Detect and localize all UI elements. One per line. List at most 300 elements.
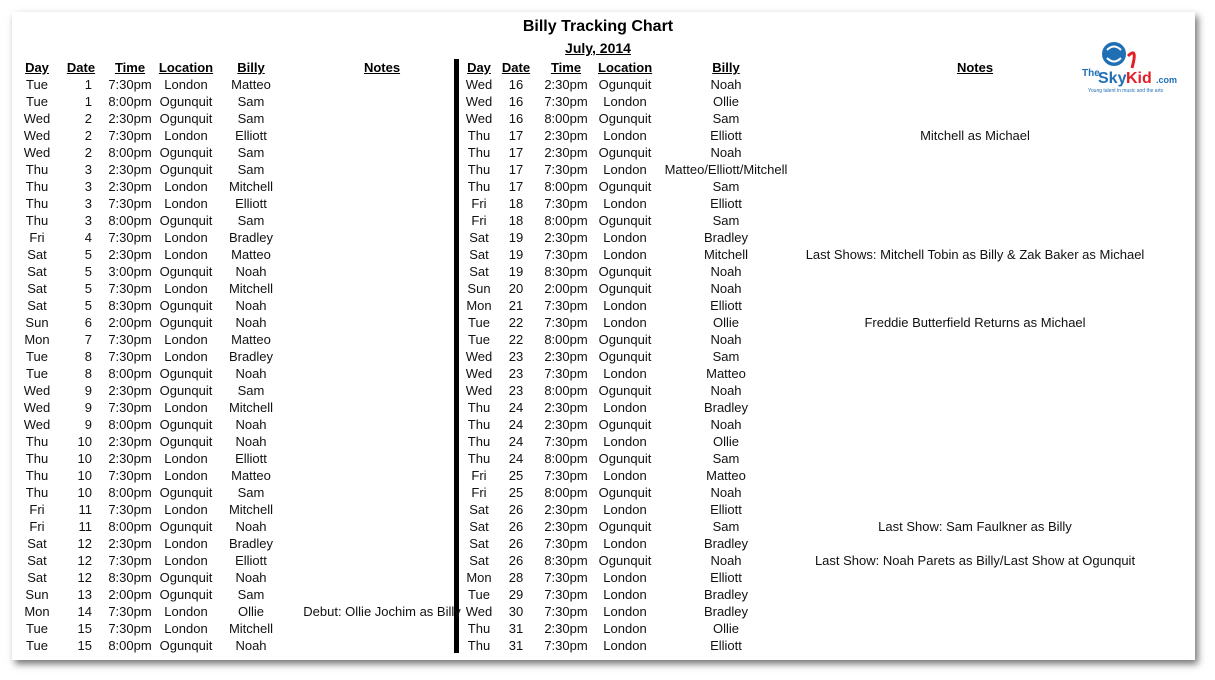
cell-billy: Sam — [712, 213, 740, 228]
cell-time: 2:30pm — [108, 383, 152, 398]
cell-notes — [284, 450, 480, 467]
cell-time: 7:30pm — [108, 77, 152, 92]
cell-time: 8:00pm — [544, 451, 588, 466]
cell-billy: Sam — [712, 349, 740, 364]
cell-billy: Matteo — [231, 332, 271, 347]
cell-billy: Sam — [237, 383, 265, 398]
cell-time: 7:30pm — [544, 298, 588, 313]
cell-notes — [800, 110, 1150, 127]
cell-time: 8:00pm — [544, 179, 588, 194]
cell-time: 7:30pm — [544, 570, 588, 585]
cell-billy: Noah — [235, 264, 267, 279]
cell-notes — [284, 484, 480, 501]
table-row — [460, 535, 1150, 552]
cell-location: London — [164, 196, 208, 211]
cell-notes — [284, 331, 480, 348]
cell-date: 5 — [84, 298, 92, 313]
cell-time: 3:00pm — [108, 264, 152, 279]
table-row — [18, 246, 480, 263]
cell-location: London — [164, 604, 208, 619]
cell-day: Wed — [465, 77, 493, 92]
cell-billy: Matteo — [231, 247, 271, 262]
cell-billy: Sam — [712, 519, 740, 534]
tracking-chart-sheet — [12, 12, 1195, 660]
cell-notes — [284, 195, 480, 212]
cell-time: 7:30pm — [108, 128, 152, 143]
table-row — [460, 552, 1150, 569]
cell-time: 7:30pm — [544, 196, 588, 211]
cell-billy: Mitchell — [703, 247, 749, 262]
cell-location: Ogunquit — [159, 145, 213, 160]
table-row — [18, 586, 480, 603]
cell-billy: Matteo — [231, 468, 271, 483]
cell-time: 7:30pm — [108, 349, 152, 364]
table-row — [18, 603, 480, 620]
cell-location: Ogunquit — [598, 111, 652, 126]
table-row — [460, 110, 1150, 127]
cell-day: Thu — [25, 485, 49, 500]
cell-billy: Noah — [710, 145, 742, 160]
table-row — [18, 416, 480, 433]
cell-location: Ogunquit — [598, 77, 652, 92]
cell-date: 24 — [508, 400, 524, 415]
cell-day: Sat — [469, 502, 489, 517]
cell-location: London — [164, 502, 208, 517]
cell-day: Thu — [25, 162, 49, 177]
table-row — [460, 93, 1150, 110]
cell-time: 2:30pm — [544, 349, 588, 364]
cell-date: 19 — [508, 247, 524, 262]
table-row — [460, 484, 1150, 501]
cell-day: Tue — [26, 638, 48, 653]
cell-time: 8:00pm — [108, 638, 152, 653]
cell-time: 8:30pm — [544, 264, 588, 279]
cell-time: 7:30pm — [544, 94, 588, 109]
cell-notes — [800, 280, 1150, 297]
cell-date: 31 — [508, 621, 524, 636]
cell-date: 26 — [508, 553, 524, 568]
cell-time: 2:30pm — [544, 621, 588, 636]
cell-location: Ogunquit — [159, 417, 213, 432]
cell-date: 26 — [508, 536, 524, 551]
table-row — [18, 552, 480, 569]
cell-date: 1 — [84, 94, 92, 109]
cell-location: London — [603, 502, 647, 517]
cell-location: Ogunquit — [159, 366, 213, 381]
cell-date: 24 — [508, 451, 524, 466]
cell-location: London — [603, 570, 647, 585]
cell-billy: Elliott — [710, 638, 742, 653]
cell-notes — [800, 331, 1150, 348]
header-day: Day — [25, 60, 49, 75]
cell-date: 6 — [84, 315, 92, 330]
cell-date: 2 — [84, 128, 92, 143]
cell-day: Thu — [25, 179, 49, 194]
cell-time: 7:30pm — [544, 604, 588, 619]
cell-time: 2:30pm — [544, 230, 588, 245]
table-row — [18, 76, 480, 93]
cell-date: 19 — [508, 264, 524, 279]
cell-location: London — [603, 536, 647, 551]
table-row — [460, 314, 1150, 331]
cell-day: Wed — [465, 366, 493, 381]
cell-notes — [800, 348, 1150, 365]
cell-day: Thu — [25, 196, 49, 211]
cell-billy: Bradley — [703, 604, 749, 619]
cell-notes — [284, 365, 480, 382]
cell-time: 7:30pm — [108, 468, 152, 483]
cell-time: 7:30pm — [544, 536, 588, 551]
cell-location: London — [164, 468, 208, 483]
cell-date: 15 — [77, 638, 92, 653]
cell-day: Wed — [465, 349, 493, 364]
cell-billy: Bradley — [703, 230, 749, 245]
cell-day: Wed — [23, 145, 51, 160]
cell-location: Ogunquit — [159, 383, 213, 398]
cell-notes — [800, 297, 1150, 314]
cell-location: London — [603, 366, 647, 381]
cell-time: 8:00pm — [108, 417, 152, 432]
cell-location: London — [603, 604, 647, 619]
cell-date: 10 — [77, 468, 92, 483]
cell-location: Ogunquit — [159, 315, 213, 330]
cell-location: London — [603, 434, 647, 449]
cell-billy: Sam — [237, 111, 265, 126]
cell-time: 7:30pm — [108, 553, 152, 568]
cell-date: 9 — [84, 383, 92, 398]
cell-time: 7:30pm — [544, 638, 588, 653]
cell-notes — [800, 467, 1150, 484]
cell-time: 8:00pm — [544, 383, 588, 398]
cell-day: Fri — [471, 213, 487, 228]
cell-day: Thu — [25, 434, 49, 449]
cell-day: Mon — [24, 604, 50, 619]
logo-tagline: Young talent in music and the arts — [1088, 88, 1164, 94]
table-row — [18, 93, 480, 110]
cell-location: Ogunquit — [159, 570, 213, 585]
cell-date: 19 — [508, 230, 524, 245]
table-row — [18, 127, 480, 144]
cell-date: 1 — [84, 77, 92, 92]
header-time: Time — [114, 60, 146, 75]
cell-billy: Sam — [237, 162, 265, 177]
cell-day: Thu — [25, 213, 49, 228]
cell-notes — [800, 450, 1150, 467]
cell-notes: Freddie Butterfield Returns as Michael — [864, 315, 1086, 330]
logo-the: The — [1082, 68, 1100, 79]
table-row — [460, 246, 1150, 263]
cell-time: 7:30pm — [544, 468, 588, 483]
cell-notes — [284, 297, 480, 314]
cell-location: London — [603, 196, 647, 211]
cell-notes — [284, 399, 480, 416]
cell-date: 3 — [84, 213, 92, 228]
cell-location: Ogunquit — [598, 332, 652, 347]
cell-time: 8:00pm — [544, 485, 588, 500]
table-row — [460, 620, 1150, 637]
logo-kid: Kid — [1126, 70, 1152, 87]
cell-notes — [284, 518, 480, 535]
cell-date: 8 — [84, 366, 92, 381]
cell-date: 26 — [508, 519, 524, 534]
table-row — [460, 127, 1150, 144]
cell-location: Ogunquit — [159, 434, 213, 449]
cell-time: 2:30pm — [544, 400, 588, 415]
cell-day: Thu — [467, 417, 491, 432]
cell-location: Ogunquit — [598, 264, 652, 279]
cell-day: Thu — [467, 621, 491, 636]
cell-billy: Elliott — [710, 502, 742, 517]
cell-time: 2:00pm — [544, 281, 588, 296]
cell-date: 26 — [508, 502, 524, 517]
cell-day: Thu — [467, 638, 491, 653]
cell-date: 5 — [84, 264, 92, 279]
cell-location: Ogunquit — [598, 553, 652, 568]
cell-date: 29 — [508, 587, 524, 602]
table-row — [18, 467, 480, 484]
table-row — [18, 501, 480, 518]
logo-swoosh-icon — [1128, 53, 1134, 68]
cell-time: 8:00pm — [108, 94, 152, 109]
cell-date: 14 — [77, 604, 92, 619]
table-row — [460, 518, 1150, 535]
cell-location: Ogunquit — [598, 145, 652, 160]
cell-notes — [284, 433, 480, 450]
cell-day: Mon — [466, 570, 492, 585]
cell-notes — [284, 586, 480, 603]
table-row — [18, 535, 480, 552]
cell-location: Ogunquit — [598, 281, 652, 296]
table-row — [18, 450, 480, 467]
cell-billy: Noah — [710, 264, 742, 279]
cell-date: 5 — [84, 247, 92, 262]
logo-sky: Sky — [1098, 70, 1127, 87]
cell-location: Ogunquit — [159, 162, 213, 177]
cell-day: Sat — [27, 281, 47, 296]
cell-time: 8:00pm — [108, 145, 152, 160]
cell-notes — [800, 161, 1150, 178]
cell-billy: Bradley — [228, 536, 274, 551]
cell-day: Tue — [26, 77, 48, 92]
cell-billy: Elliott — [710, 196, 742, 211]
table-row — [460, 399, 1150, 416]
cell-notes: Mitchell as Michael — [920, 128, 1030, 143]
cell-billy: Sam — [237, 485, 265, 500]
cell-location: London — [603, 621, 647, 636]
cell-notes — [800, 484, 1150, 501]
cell-date: 25 — [508, 468, 524, 483]
cell-location: London — [164, 553, 208, 568]
cell-time: 2:30pm — [108, 536, 152, 551]
table-row — [460, 297, 1150, 314]
cell-billy: Noah — [710, 485, 742, 500]
cell-notes — [284, 280, 480, 297]
cell-billy: Elliott — [710, 128, 742, 143]
cell-location: London — [164, 128, 208, 143]
cell-location: London — [603, 128, 647, 143]
cell-notes — [800, 620, 1150, 637]
cell-day: Sat — [469, 553, 489, 568]
cell-day: Sat — [27, 298, 47, 313]
cell-date: 2 — [84, 145, 92, 160]
cell-day: Sat — [469, 519, 489, 534]
cell-location: London — [164, 349, 208, 364]
cell-notes — [800, 144, 1150, 161]
cell-day: Wed — [23, 417, 51, 432]
cell-date: 30 — [508, 604, 524, 619]
cell-day: Sat — [469, 264, 489, 279]
cell-date: 9 — [84, 400, 92, 415]
header-date: Date — [66, 60, 96, 75]
table-row — [18, 110, 480, 127]
cell-day: Sun — [25, 587, 49, 602]
table-row — [460, 382, 1150, 399]
cell-billy: Mitchell — [228, 502, 274, 517]
chart-title: Billy Tracking Chart — [522, 18, 674, 35]
cell-billy: Bradley — [228, 349, 274, 364]
cell-billy: Elliott — [710, 298, 742, 313]
cell-billy: Elliott — [235, 196, 267, 211]
cell-date: 13 — [77, 587, 92, 602]
cell-date: 22 — [508, 315, 524, 330]
table-row — [460, 212, 1150, 229]
cell-location: London — [603, 638, 647, 653]
cell-billy: Noah — [235, 570, 267, 585]
cell-billy: Noah — [710, 417, 742, 432]
cell-date: 23 — [508, 383, 524, 398]
cell-notes — [800, 416, 1150, 433]
cell-billy: Matteo/Elliott/Mitchell — [664, 162, 788, 177]
cell-notes: Debut: Ollie Jochim as Billy — [303, 604, 461, 619]
cell-notes: Last Shows: Mitchell Tobin as Billy & Zak Baker as Michael — [805, 247, 1145, 262]
header-day: Day — [467, 60, 491, 75]
cell-day: Thu — [467, 128, 491, 143]
cell-time: 2:00pm — [108, 315, 152, 330]
cell-date: 24 — [508, 434, 524, 449]
cell-location: London — [603, 298, 647, 313]
cell-time: 8:00pm — [108, 519, 152, 534]
cell-location: Ogunquit — [159, 587, 213, 602]
cell-billy: Noah — [710, 77, 742, 92]
cell-date: 31 — [508, 638, 524, 653]
cell-billy: Ollie — [712, 315, 739, 330]
cell-date: 4 — [84, 230, 92, 245]
cell-location: Ogunquit — [159, 298, 213, 313]
cell-location: London — [603, 230, 647, 245]
cell-billy: Elliott — [710, 570, 742, 585]
cell-day: Tue — [26, 94, 48, 109]
cell-billy: Noah — [710, 383, 742, 398]
cell-billy: Bradley — [228, 230, 274, 245]
cell-time: 7:30pm — [544, 366, 588, 381]
table-row — [18, 314, 480, 331]
cell-billy: Noah — [235, 638, 267, 653]
header-billy: Billy — [237, 60, 265, 75]
cell-billy: Mitchell — [228, 281, 274, 296]
table-row — [460, 76, 1150, 93]
cell-billy: Noah — [235, 434, 267, 449]
cell-date: 28 — [508, 570, 524, 585]
cell-time: 7:30pm — [544, 587, 588, 602]
cell-notes — [284, 127, 480, 144]
table-row — [18, 620, 480, 637]
cell-location: London — [164, 332, 208, 347]
cell-date: 17 — [508, 162, 524, 177]
table-row — [18, 348, 480, 365]
cell-notes — [284, 569, 480, 586]
cell-notes — [284, 637, 480, 654]
cell-date: 17 — [508, 179, 524, 194]
logo-com: .com — [1156, 75, 1178, 85]
cell-notes — [284, 76, 480, 93]
cell-date: 21 — [508, 298, 524, 313]
cell-notes — [284, 212, 480, 229]
cell-notes — [284, 501, 480, 518]
cell-time: 2:30pm — [108, 162, 152, 177]
cell-time: 2:30pm — [544, 145, 588, 160]
cell-date: 3 — [84, 179, 92, 194]
cell-notes: Last Show: Noah Parets as Billy/Last Show at Ogunquit — [814, 553, 1136, 568]
cell-billy: Noah — [710, 332, 742, 347]
cell-time: 2:30pm — [108, 111, 152, 126]
cell-day: Thu — [467, 451, 491, 466]
cell-date: 20 — [508, 281, 524, 296]
right-table-header — [460, 59, 1150, 76]
cell-time: 7:30pm — [108, 281, 152, 296]
table-row — [18, 297, 480, 314]
cell-notes — [284, 620, 480, 637]
cell-location: London — [164, 179, 208, 194]
cell-date: 17 — [508, 128, 524, 143]
cell-date: 10 — [77, 485, 92, 500]
cell-billy: Ollie — [712, 621, 739, 636]
cell-location: London — [603, 315, 647, 330]
table-row — [460, 229, 1150, 246]
cell-date: 2 — [84, 111, 92, 126]
cell-billy: Sam — [237, 94, 265, 109]
cell-date: 23 — [508, 366, 524, 381]
cell-billy: Noah — [235, 366, 267, 381]
cell-location: London — [164, 536, 208, 551]
cell-day: Wed — [23, 111, 51, 126]
cell-notes — [284, 467, 480, 484]
chart-subtitle: July, 2014 — [565, 40, 631, 56]
cell-location: London — [603, 162, 647, 177]
table-row — [460, 569, 1150, 586]
cell-billy: Elliott — [235, 451, 267, 466]
cell-time: 2:30pm — [108, 179, 152, 194]
table-row — [18, 161, 480, 178]
cell-day: Tue — [468, 587, 490, 602]
cell-time: 2:30pm — [108, 451, 152, 466]
cell-time: 7:30pm — [544, 434, 588, 449]
cell-day: Wed — [465, 111, 493, 126]
table-row — [460, 280, 1150, 297]
cell-day: Sat — [469, 230, 489, 245]
cell-date: 3 — [84, 196, 92, 211]
table-row — [460, 586, 1150, 603]
cell-time: 7:30pm — [108, 196, 152, 211]
cell-date: 11 — [78, 519, 92, 534]
cell-billy: Noah — [710, 553, 742, 568]
cell-location: London — [603, 587, 647, 602]
cell-time: 2:30pm — [544, 128, 588, 143]
cell-billy: Matteo — [706, 366, 746, 381]
cell-notes — [284, 144, 480, 161]
cell-notes: Last Show: Sam Faulkner as Billy — [878, 519, 1072, 534]
cell-notes — [284, 110, 480, 127]
cell-notes — [800, 263, 1150, 280]
